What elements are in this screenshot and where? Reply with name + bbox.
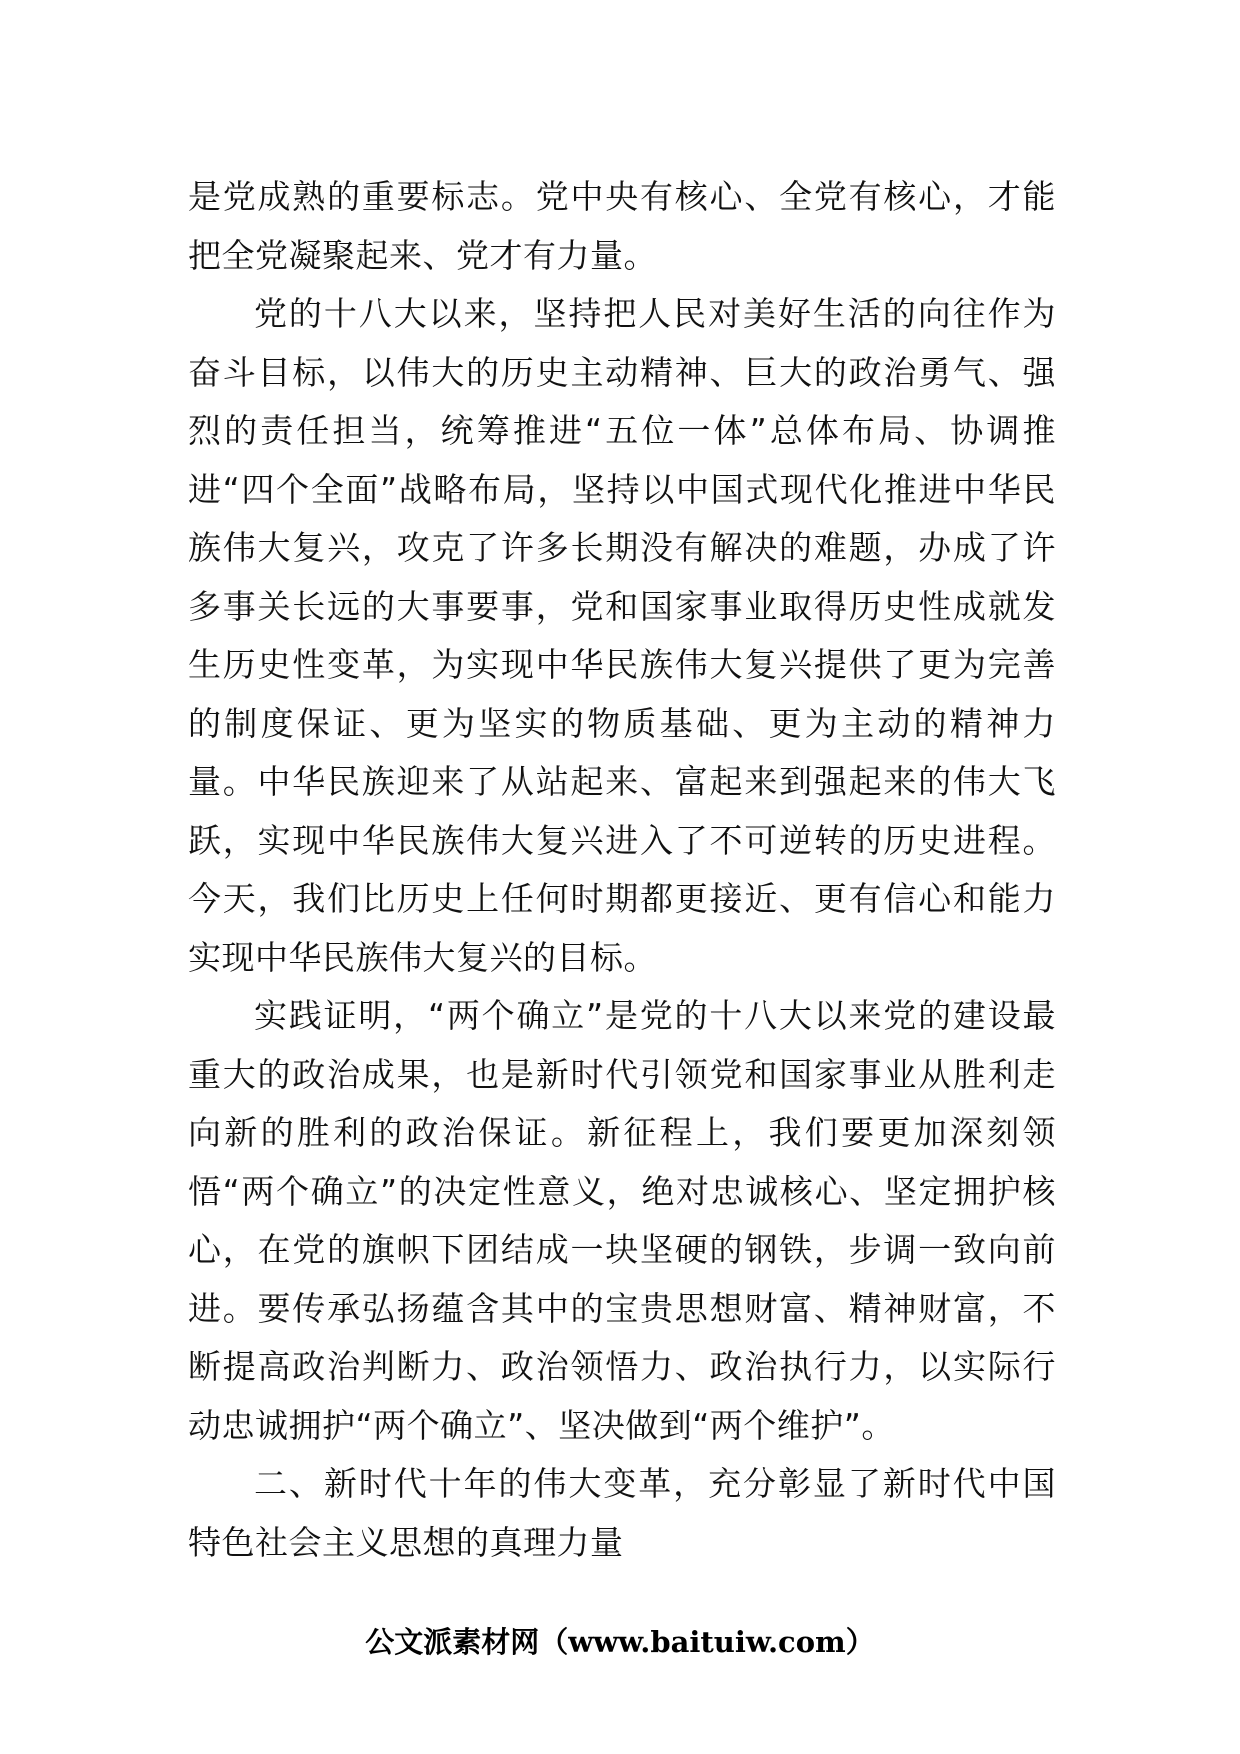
document-body [188,168,1056,1572]
paragraph-practice-proves: 实践证明，“两个确立”是党的十八大以来党的建设最重大的政治成果，也是新时代引领党和国家事业从胜利走向新的胜利的政治保证。新征程上，我们要更加深刻领悟“两个确立”的决定性意义，绝对忠诚核心、坚定拥护核心，在党的旗帜下团结成一块坚硬的钢铁，步调一致向前进。要传承弘扬蕴含其中的宝贵思想财富、精神财富，不断提高政治判断力、政治领悟力、政治执行力，以实际行动忠诚拥护“两个确立”、坚决做到“两个维护”。 [188,996,1056,1445]
section-heading-two: 二、新时代十年的伟大变革，充分彰显了新时代中国特色社会主义思想的真理力量 [188,1464,1056,1562]
paragraph-continuation: 是党成熟的重要标志。党中央有核心、全党有核心，才能把全党凝聚起来、党才有力量。 [188,177,1056,275]
paragraph-achievements: 党的十八大以来，坚持把人民对美好生活的向往作为奋斗目标，以伟大的历史主动精神、巨大的政治勇气、强烈的责任担当，统筹推进“五位一体”总体布局、协调推进“四个全面”战略布局，坚持以中国式现代化推进中华民族伟大复兴，攻克了许多长期没有解决的难题，办成了许多事关长远的大事要事，党和国家事业取得历史性成就发生历史性变革，为实现中华民族伟大复兴提供了更为完善的制度保证、更为坚实的物质基础、更为主动的精神力量。中华民族迎来了从站起来、富起来到强起来的伟大飞跃，实现中华民族伟大复兴进入了不可逆转的历史进程。今天，我们比历史上任何时期都更接近、更有信心和能力实现中华民族伟大复兴的目标。 [188,294,1056,977]
footer-watermark: 公文派素材网（www.baituiw.com） [365,1625,875,1659]
